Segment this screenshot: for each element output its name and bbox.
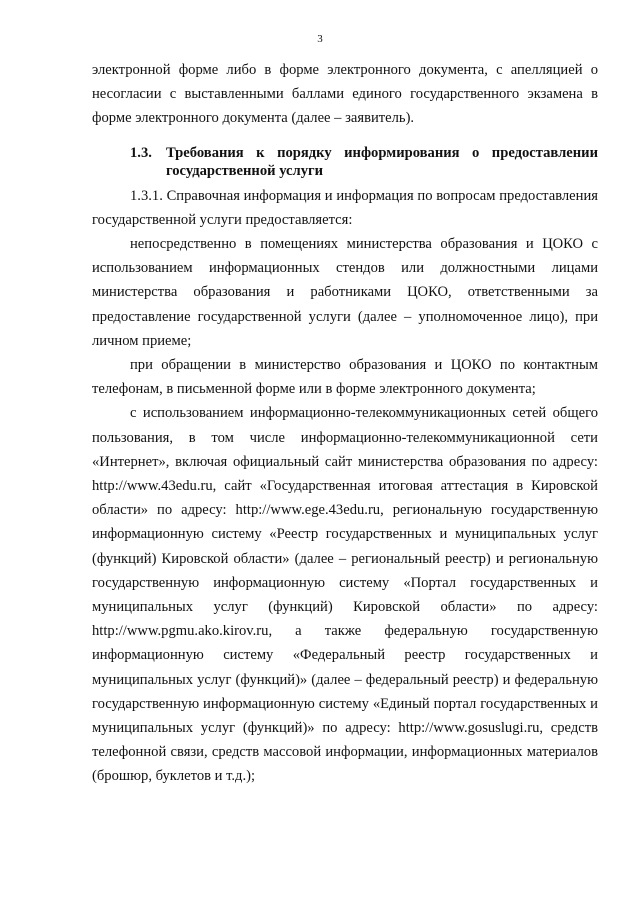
paragraph-1-3-1: 1.3.1. Справочная информация и информация по вопросам предоставления государственной услуги предоставляется: <box>92 187 598 228</box>
paragraph-in-premises: непосредственно в помещениях министерства образования и ЦОКО с использованием информационных стендов или должностными лицами министерства образования и работниками ЦОКО, ответственными за предоставление государственной услуги (далее – уполномоченное лицо), при личном приеме; <box>92 236 598 349</box>
section-heading <box>92 144 598 180</box>
paragraph-by-phone: при обращении в министерство образования и ЦОКО по контактным телефонам, в письменной форме или в форме электронного документа; <box>92 357 598 398</box>
page-number: 3 <box>317 33 323 45</box>
paragraph-continuation: электронной форме либо в форме электронного документа, с апелляцией о несогласии с выставленными баллами единого государственного экзамена в форме электронного документа (далее – заявитель). <box>92 62 598 127</box>
document-body <box>92 58 598 789</box>
paragraph-internet: с использованием информационно-телекоммуникационных сетей общего пользования, в том числе информационно-телекоммуникационной сети «Интернет», включая официальный сайт министерства образования по адресу: http://www.43edu.ru, сайт «Государственная итоговая аттестация в Кировской области» по адресу: http://www.ege.43edu.ru, региональную государственную информационную систему «Реестр государственных и муниципальных услуг (функций) Кировской области» (далее – региональный реестр) и региональную государственную информационную систему «Портал государственных и муниципальных услуг (функций) Кировской области» по адресу: http://www.pgmu.ako.kirov.ru, а также федеральную государственную информационную систему «Федеральный реестр государственных и муниципальных услуг (функций)» (далее – федеральный реестр) и федеральную государственную информационную систему «Единый портал государственных и муниципальных услуг (функций)» по адресу: http://www.gosuslugi.ru, средств телефонной связи, средств массовой информации, информационных материалов (брошюр, буклетов и т.д.); <box>92 405 598 785</box>
section-title: Требования к порядку информирования о предоставлении государственной услуги <box>166 144 598 179</box>
section-number: 1.3. <box>130 144 152 161</box>
